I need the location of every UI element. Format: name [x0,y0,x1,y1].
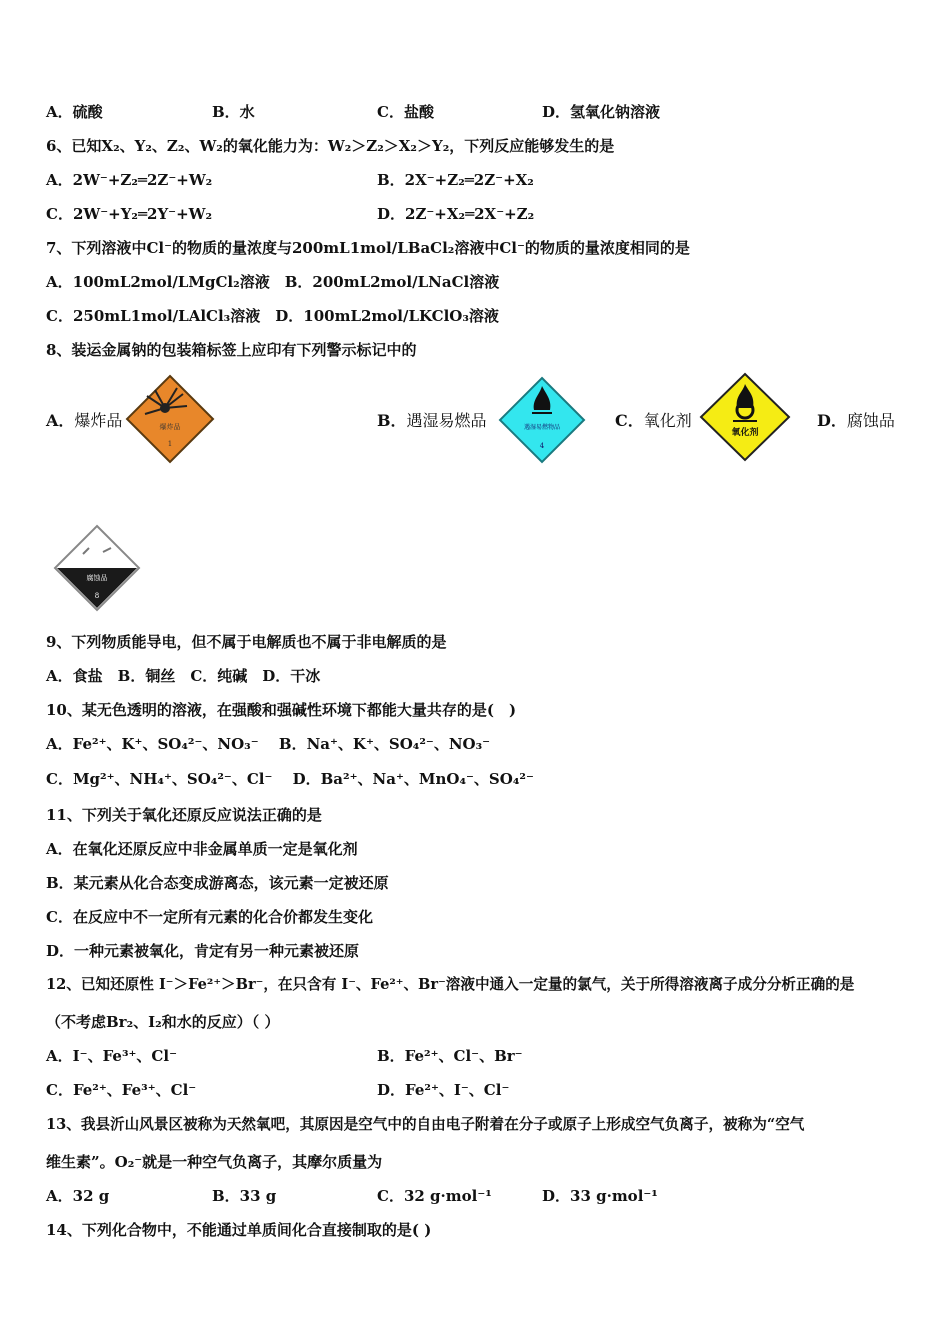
q12-stem: 12、已知还原性 I⁻＞Fe²⁺＞Br⁻，在只含有 I⁻、Fe²⁺、Br⁻溶液中通入一定量的氯气，关于所得溶液离子成分分析正确的是 [46,976,855,993]
q13-option-a: A．32 g [46,1187,110,1205]
dangerous-when-wet-sign-icon [498,376,586,464]
q7-stem: 7、下列溶液中Cl⁻的物质的量浓度与200mL1mol/LBaCl₂溶液中Cl⁻的物质的量浓度相同的是 [46,239,690,257]
q5-option-d: D．氢氧化钠溶液 [542,103,661,121]
q8-option-c: C．氧化剂 [615,411,692,430]
q12-option-d: D．Fe²⁺、I⁻、Cl⁻ [377,1081,510,1099]
q9-stem: 9、下列物质能导电，但不属于电解质也不属于非电解质的是 [46,633,447,651]
q6-stem: 6、已知X₂、Y₂、Z₂、W₂的氧化能力为：W₂＞Z₂＞X₂＞Y₂，下列反应能够发生的是 [46,137,615,155]
q13-stem: 13、我县沂山风景区被称为天然氧吧，其原因是空气中的自由电子附着在分子或原子上形成空气负离子，被称为“空气 [46,1116,805,1133]
q13-option-c: C．32 g·mol⁻¹ [377,1187,492,1205]
q13-stem-cont: 维生素”。O₂⁻就是一种空气负离子，其摩尔质量为 [46,1153,383,1171]
q5-option-c: C．盐酸 [377,103,434,121]
svg-text:遇湿易燃物品: 遇湿易燃物品 [523,424,561,431]
svg-text:爆炸品: 爆炸品 [159,423,181,431]
explosive-sign-icon [125,374,215,464]
q11-stem: 11、下列关于氧化还原反应说法正确的是 [46,806,322,824]
q6-option-c: C．2W⁻+Y₂═2Y⁻+W₂ [46,205,213,223]
q8-option-d: D．腐蚀品 [817,411,895,430]
q11-option-c: C．在反应中不一定所有元素的化合价都发生变化 [46,908,373,926]
q6-option-b: B．2X⁻+Z₂═2Z⁻+X₂ [377,171,534,189]
q12-option-a: A．I⁻、Fe³⁺、Cl⁻ [46,1047,177,1065]
q10-options-cd: C．Mg²⁺、NH₄⁺、SO₄²⁻、Cl⁻ D．Ba²⁺、Na⁺、MnO₄⁻、SO₄²⁻ [46,770,534,788]
q9-options: A．食盐 B．铜丝 C．纯碱 D．干冰 [46,667,321,685]
q6-option-a: A．2W⁻+Z₂═2Z⁻+W₂ [46,171,213,189]
q7-options-cd: C．250mL1mol/LAlCl₃溶液 D．100mL2mol/LKClO₃溶液 [46,307,499,325]
q10-options-ab: A．Fe²⁺、K⁺、SO₄²⁻、NO₃⁻ B．Na⁺、K⁺、SO₄²⁻、NO₃⁻ [46,735,491,753]
svg-text:氧化剂: 氧化剂 [731,428,759,438]
svg-text:1: 1 [167,440,173,448]
q8-option-a: A．爆炸品 [46,411,123,430]
q6-option-d: D．2Z⁻+X₂═2X⁻+Z₂ [377,205,535,223]
q13-option-d: D．33 g·mol⁻¹ [542,1187,658,1205]
svg-text:8: 8 [94,592,100,600]
q12-option-b: B．Fe²⁺、Cl⁻、Br⁻ [377,1047,523,1065]
q11-option-a: A．在氧化还原反应中非金属单质一定是氧化剂 [46,840,358,858]
q14-stem: 14、下列化合物中，不能通过单质间化合直接制取的是( ) [46,1221,432,1239]
q5-option-a: A．硫酸 [46,103,103,121]
oxidizer-sign-icon [699,372,791,462]
svg-text:4: 4 [539,442,545,450]
q11-option-b: B．某元素从化合态变成游离态，该元素一定被还原 [46,874,389,892]
q8-stem: 8、装运金属钠的包装箱标签上应印有下列警示标记中的 [46,341,417,359]
q8-option-b: B．遇湿易燃品 [377,411,487,430]
svg-text:腐蚀品: 腐蚀品 [86,574,108,582]
q11-option-d: D．一种元素被氧化，肯定有另一种元素被还原 [46,942,360,960]
corrosive-sign-icon [53,524,141,612]
q10-stem: 10、某无色透明的溶液，在强酸和强碱性环境下都能大量共存的是( ) [46,701,517,719]
q12-option-c: C．Fe²⁺、Fe³⁺、Cl⁻ [46,1081,197,1099]
q7-options-ab: A．100mL2mol/LMgCl₂溶液 B．200mL2mol/LNaCl溶液 [46,273,500,291]
q12-stem-cont: （不考虑Br₂、I₂和水的反应）（ ） [46,1013,280,1031]
q13-option-b: B．33 g [212,1187,277,1205]
q5-option-b: B．水 [212,103,255,121]
